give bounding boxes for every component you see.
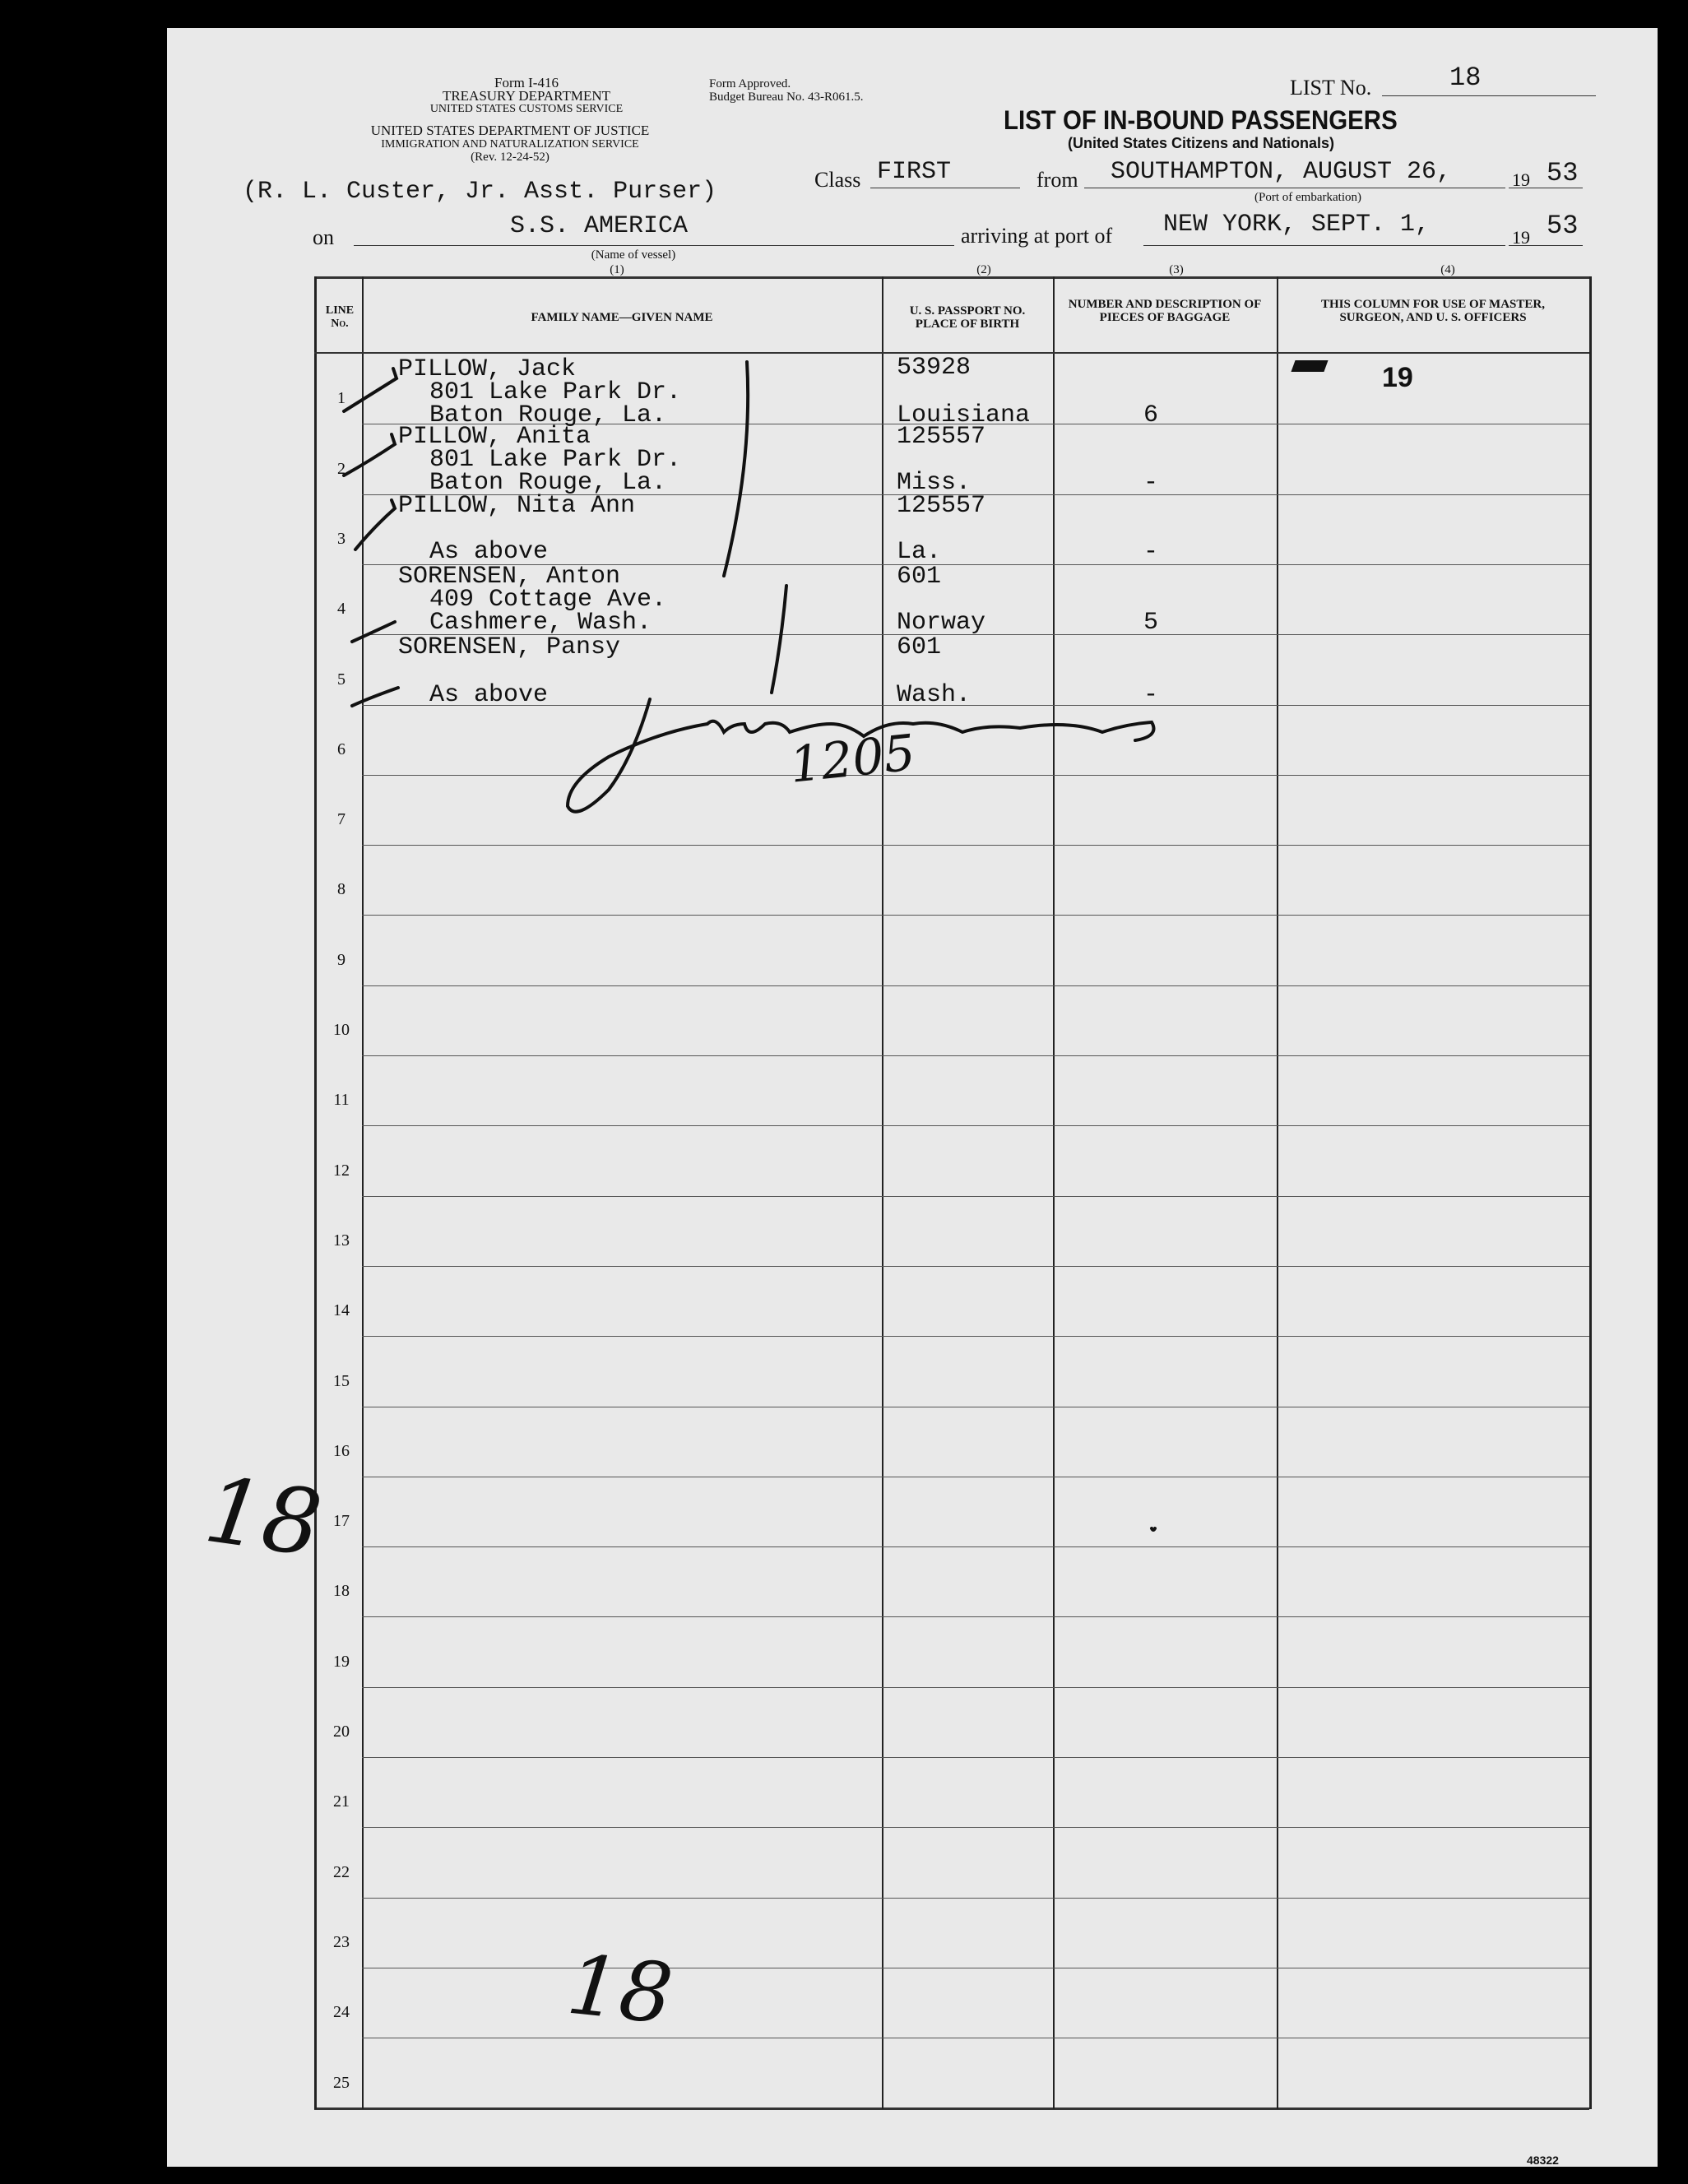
baggage-count: -: [1143, 469, 1159, 497]
column-number: (4): [1440, 263, 1455, 276]
header-passport: U. S. PASSPORT NO. PLACE OF BIRTH: [909, 304, 1026, 331]
line-number: 22: [333, 1862, 350, 1881]
passenger-address-2: As above: [429, 538, 549, 566]
passenger-address-1: 801 Lake Park Dr.: [429, 446, 682, 474]
line-number: 8: [337, 880, 345, 899]
year-prefix-2: 19: [1512, 227, 1530, 248]
header-name: FAMILY NAME—GIVEN NAME: [531, 311, 713, 324]
check-mark: [344, 434, 395, 475]
form-code: 48322: [1527, 2154, 1559, 2167]
header-baggage: NUMBER AND DESCRIPTION OF PIECES OF BAGGAGE: [1068, 298, 1262, 324]
form-number: Form I-416: [494, 75, 559, 90]
arrival-port: NEW YORK, SEPT. 1,: [1163, 211, 1431, 239]
line-number: 18: [333, 1582, 350, 1601]
passport-number: 125557: [897, 423, 986, 451]
embarkation-value: SOUTHAMPTON, AUGUST 26,: [1111, 158, 1452, 186]
passenger-address-2: Baton Rouge, La.: [429, 401, 667, 429]
line-number: 21: [333, 1792, 350, 1811]
line-number: 9: [337, 950, 345, 969]
line-number: 6: [337, 740, 345, 758]
line-number: 16: [333, 1441, 350, 1460]
passenger-name: PILLOW, Jack: [398, 355, 577, 383]
handwritten-list-number: 18: [563, 1936, 678, 2043]
baggage-count: 5: [1143, 609, 1159, 637]
passenger-address-2: As above: [429, 681, 549, 709]
customs-service: UNITED STATES CUSTOMS SERVICE: [429, 103, 624, 115]
baggage-count: 6: [1143, 401, 1159, 429]
line-number: 24: [333, 2003, 350, 2022]
passenger-address-2: Cashmere, Wash.: [429, 609, 652, 637]
place-of-birth: Wash.: [897, 681, 972, 709]
line-number: 4: [337, 600, 345, 619]
line-number: 1: [337, 389, 345, 408]
passport-number: 125557: [897, 492, 986, 520]
check-mark: [1152, 1528, 1155, 1530]
passenger-address-2: Baton Rouge, La.: [429, 469, 667, 497]
line-number: 17: [333, 1512, 350, 1531]
place-of-birth: Norway: [897, 609, 986, 637]
justice-dept: UNITED STATES DEPARTMENT OF JUSTICE: [370, 123, 650, 138]
year-2: 53: [1547, 211, 1579, 241]
line-number: 14: [333, 1301, 350, 1320]
margin-number-handwritten: 18: [198, 1456, 328, 1578]
column-number: (1): [610, 263, 624, 276]
check-mark: [344, 369, 396, 411]
line-number: 19: [333, 1652, 350, 1671]
form-subtitle: (United States Citizens and Nationals): [1067, 135, 1335, 151]
line-number: 7: [337, 810, 345, 829]
column-number: (2): [976, 263, 991, 276]
line-number: 15: [333, 1371, 350, 1390]
check-mark: [352, 622, 395, 642]
line-number: 11: [333, 1091, 350, 1110]
passport-number: 53928: [897, 354, 972, 382]
form-title: LIST OF IN-BOUND PASSENGERS: [1004, 105, 1398, 135]
arriving-label: arriving at port of: [961, 224, 1113, 248]
line-number: 12: [333, 1161, 350, 1180]
passenger-name: PILLOW, Anita: [398, 423, 591, 451]
header-officers: THIS COLUMN FOR USE OF MASTER, SURGEON, AND U. S. OFFICERS: [1321, 298, 1545, 324]
from-label: from: [1036, 168, 1078, 192]
passport-number: 601: [897, 633, 942, 661]
ins-service: IMMIGRATION AND NATURALIZATION SERVICE: [381, 138, 639, 151]
check-mark: [355, 500, 395, 549]
vessel-name: S.S. AMERICA: [510, 212, 689, 240]
line-number: 10: [333, 1021, 350, 1039]
passenger-name: PILLOW, Nita Ann: [398, 492, 636, 520]
passport-number: 601: [897, 563, 942, 591]
class-label: Class: [814, 168, 861, 192]
list-number: 18: [1449, 63, 1482, 93]
revision-date: (Rev. 12-24-52): [471, 151, 550, 164]
class-value: FIRST: [877, 158, 952, 186]
passenger-address-1: 409 Cottage Ave.: [429, 586, 667, 614]
budget-bureau: Budget Bureau No. 43-R061.5.: [709, 90, 864, 104]
vessel-caption: (Name of vessel): [591, 248, 676, 262]
officer-note: 19: [1382, 362, 1413, 393]
port-embarkation-caption: (Port of embarkation): [1254, 191, 1361, 204]
year-prefix-1: 19: [1512, 169, 1530, 190]
baggage-count: -: [1143, 538, 1159, 566]
list-label: LIST No.: [1290, 76, 1372, 100]
year-1: 53: [1547, 158, 1579, 188]
column-number: (3): [1169, 263, 1184, 276]
form-approved: Form Approved.: [709, 77, 791, 90]
officer-name: (R. L. Custer, Jr. Asst. Purser): [243, 178, 717, 206]
line-number: 23: [333, 1932, 350, 1951]
place-of-birth: Miss.: [897, 469, 972, 497]
line-number: 13: [333, 1231, 350, 1250]
line-number: 5: [337, 670, 345, 689]
check-mark: [352, 688, 398, 706]
passenger-name: SORENSEN, Pansy: [398, 633, 621, 661]
header-line-no: LINE No.: [325, 304, 355, 330]
line-number: 25: [333, 2073, 350, 2092]
line-number: 2: [337, 459, 345, 478]
bracket-line: [724, 362, 748, 576]
on-label: on: [313, 225, 334, 249]
bracket-line: [772, 586, 786, 693]
place-of-birth: Louisiana: [897, 401, 1031, 429]
line-number: 3: [337, 529, 345, 548]
treasury-dept: TREASURY DEPARTMENT: [442, 88, 611, 104]
handwritten-code: 1205: [786, 724, 918, 795]
line-number: 20: [333, 1723, 350, 1741]
baggage-count: -: [1143, 681, 1159, 709]
passenger-name: SORENSEN, Anton: [398, 563, 621, 591]
passenger-address-1: 801 Lake Park Dr.: [429, 378, 682, 406]
place-of-birth: La.: [897, 538, 942, 566]
